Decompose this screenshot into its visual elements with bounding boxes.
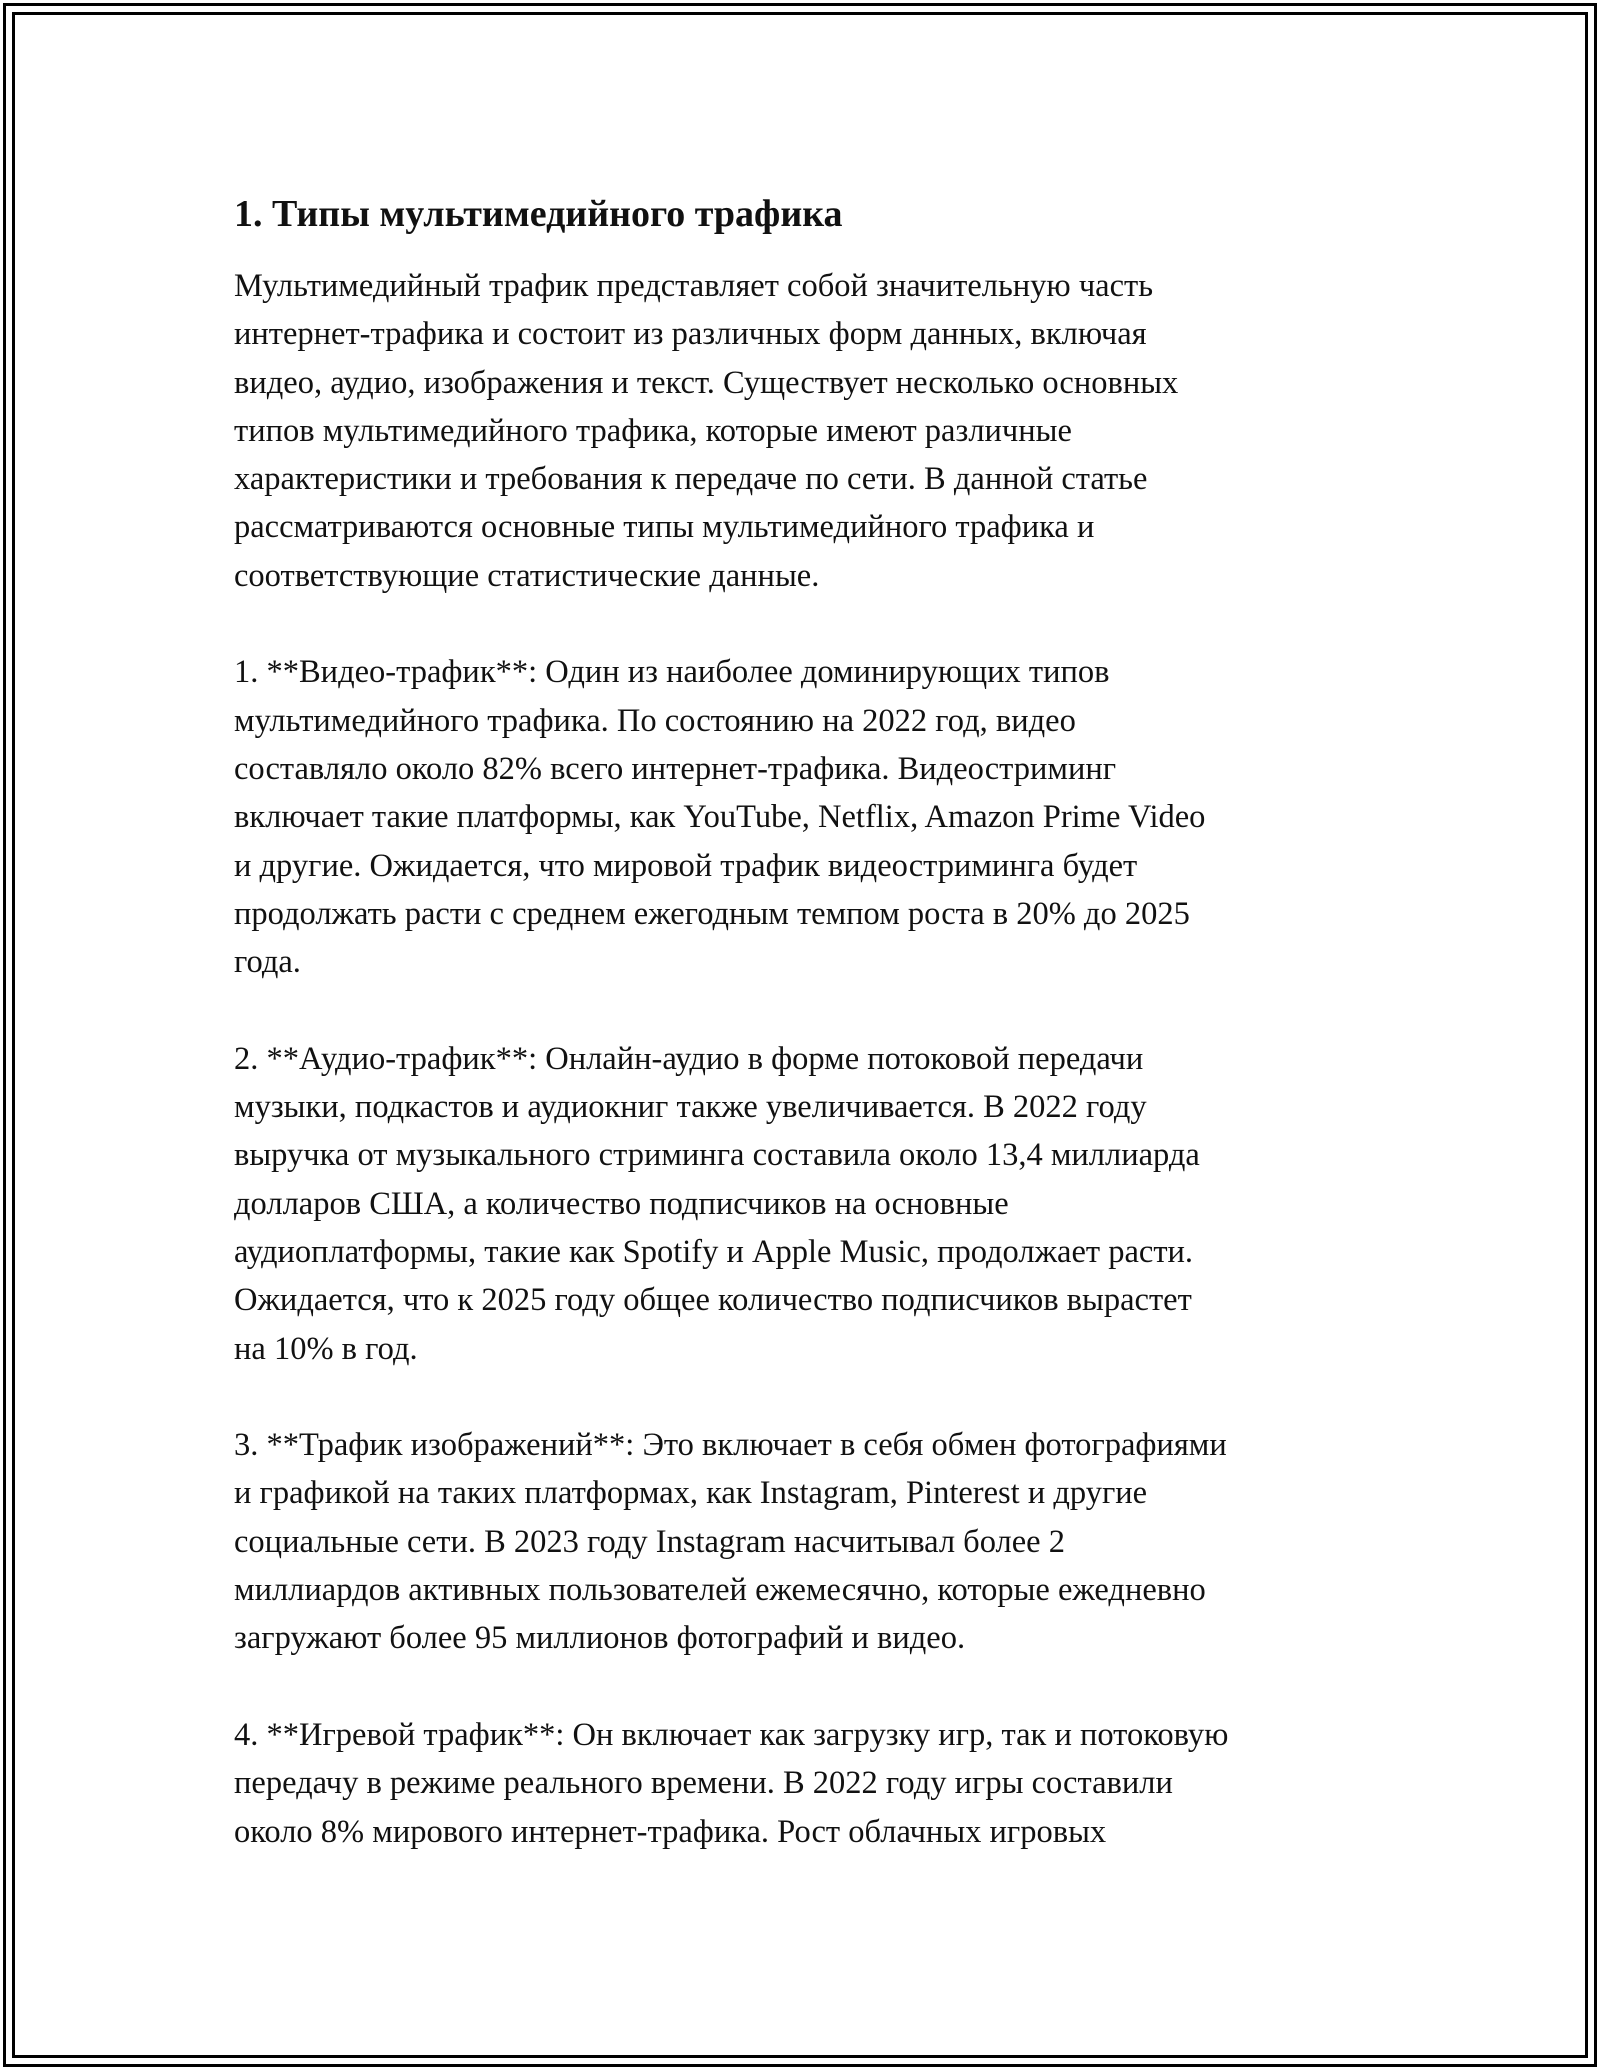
audio-traffic-paragraph: 2. **Аудио-трафик**: Онлайн-аудио в форме потоковой передачи музыки, подкастов и аудиокниг также увеличивается. В 2022 году выручка от музыкального стриминга составила около 13,4 миллиарда долларов США, а количество подписчиков на основные аудиоплатформы, такие как Spotify и Apple Music, продолжает расти. Ожидается, что к 2025 году общее количество подписчиков вырастет на 10% в год. bbox=[234, 1040, 1200, 1367]
image-traffic-paragraph: 3. **Трафик изображений**: Это включает в себя обмен фотографиями и графикой на таких платформах, как Instagram, Pinterest и другие социальные сети. В 2023 году Instagram насчитывал более 2 миллиардов активных пользователей ежемесячно, которые ежедневно загружают более 95 миллионов фотографий и видео. bbox=[234, 1427, 1227, 1657]
gaming-traffic-paragraph: 4. **Игревой трафик**: Он включает как загрузку игр, так и потоковую передачу в режиме реального времени. В 2022 году игры составили около 8% мирового интернет-трафика. Рост облачных игровых bbox=[234, 1716, 1229, 1850]
video-traffic-paragraph: 1. **Видео-трафик**: Один из наиболее доминирующих типов мультимедийного трафика. По состоянию на 2022 год, видео составляло около 82% всего интернет-трафика. Видеостриминг включает такие платформы, как YouTube, Netflix, Amazon Prime Video и другие. Ожидается, что мировой трафик видеостриминга будет продолжать расти с среднем ежегодным темпом роста в 20% до 2025 года. bbox=[234, 654, 1206, 981]
intro-paragraph: Мультимедийный трафик представляет собой значительную часть интернет-трафика и состоит из различных форм данных, включая видео, аудио, изображения и текст. Существует несколько основных типов мультимедийного трафика, которые имеют различные характеристики и требования к передаче по сети. В данной статье рассматриваются основные типы мультимедийного трафика и соответствующие статистические данные. bbox=[234, 268, 1179, 594]
document-body bbox=[234, 188, 1394, 1904]
section-heading: 1. Типы мультимедийного трафика bbox=[234, 193, 843, 235]
